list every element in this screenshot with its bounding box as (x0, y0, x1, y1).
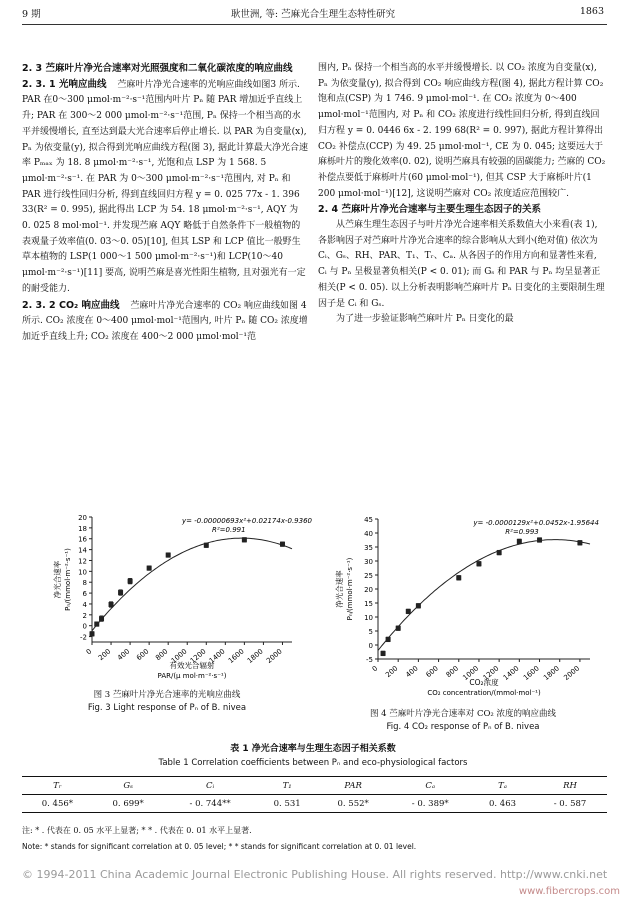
table-cell: 0. 552* (337, 798, 369, 809)
figure-4-caption-en: Fig. 4 CO₂ response of Pₙ of B. nivea (386, 722, 540, 732)
data-point (109, 602, 114, 607)
y-tick-label: -2 (80, 633, 87, 642)
table-cell: 0. 531 (273, 798, 301, 809)
y-axis-label-cn: 净光合速率 (335, 570, 344, 608)
figure-4 (318, 505, 608, 705)
header-rule (22, 24, 607, 25)
data-point (166, 553, 171, 558)
figure-3 (22, 505, 312, 685)
data-point (416, 603, 421, 608)
paragraph-co2-continued: 围内, Pₙ 保持一个相当高的水平并缓慢增长. 以 CO₂ 浓度为自变量(x), Pₙ 为依变量(y), 拟合得到 CO₂ 响应曲线方程(图 4), 据此方程计算 CO₂ 饱和点(CSP) 为 1 746. 9 μmol·mol⁻¹. 在 CO₂ 浓度为 0～400 μmol·mol⁻¹范围内, 对 Pₙ 和 CO₂ 浓度进行线性回归分析, 得到直线回归方程 y = 0. 0446 6x - 2. 199 68(R² = 0. 997), 据此方程计算得出 CO₂ 补偿点(CCP) 为 49. 25 μmol·mol⁻¹, CE 为 0. 045; 这要远大于麻栎叶片的羧化效率(0. 02), 说明苎麻具有较强的固碳能力; 苎麻的 CO₂ 补偿点要低于麻栎叶片(60 μmol·mol⁻¹), 但其 CSP 大于麻栎叶片(1 200 μmol·mol⁻¹)[12], 这说明苎麻对 CO₂ 浓度适应范围较广. (318, 63, 606, 199)
fit-equation: y= -0.00000693x²+0.02174x-0.93603, (182, 517, 312, 525)
table-cell: 0. 456* (41, 798, 74, 809)
table-note-en: Note: * stands for significant correlation at 0. 05 level; * * stands for significant correlation at 0. 01 level. (22, 842, 417, 851)
y-tick-label: 5 (368, 628, 373, 636)
data-point (537, 538, 542, 543)
x-tick-label: 0 (370, 664, 380, 674)
y-tick-label: 6 (82, 590, 87, 599)
y-tick-label: 8 (82, 579, 87, 588)
y-tick-label: 14 (78, 546, 87, 555)
y-axis-label-cn: 净光合速率 (53, 560, 62, 599)
data-point (99, 616, 104, 621)
data-point (476, 561, 481, 566)
x-tick-label: 1200 (188, 647, 208, 665)
y-tick-label: 15 (364, 600, 373, 608)
data-point (577, 540, 582, 545)
table-header-cell: Cᵢ (205, 780, 215, 791)
section-heading-2-4: 2. 4 苎麻叶片净光合速率与主要生理生态因子的关系 (318, 204, 541, 216)
page-number: 1863 (579, 6, 604, 17)
running-title: 耿世洲, 等: 苎麻光合生理生态特性研究 (230, 9, 396, 20)
data-point (204, 543, 209, 548)
y-tick-label: 30 (364, 558, 373, 566)
y-tick-label: 4 (82, 600, 87, 609)
figure-3-caption-cn: 图 3 苎麻叶片净光合速率的光响应曲线 (93, 690, 241, 700)
fit-curve (378, 540, 590, 651)
x-tick-label: 1000 (169, 647, 189, 665)
left-column (22, 61, 308, 346)
y-tick-label: 16 (78, 535, 87, 544)
table-header-cell: T₁ (282, 780, 292, 791)
y-tick-label: -5 (366, 656, 373, 664)
table-cell: - 0. 744** (189, 798, 231, 809)
data-point (406, 609, 411, 614)
x-axis-label-cn: 有效光合辐射 (169, 661, 215, 670)
x-tick-label: 1600 (226, 647, 246, 665)
right-column (318, 61, 606, 328)
x-tick-label: 200 (96, 647, 113, 663)
table-note-cn: 注: * . 代表在 0. 05 水平上显著; * * . 代表在 0. 01 水平上显著. (22, 826, 252, 835)
data-point (517, 539, 522, 544)
figure-4-caption-cn: 图 4 苎麻叶片净光合速率对 CO₂ 浓度的响应曲线 (369, 709, 557, 719)
copyright-footer: © 1994-2011 China Academic Journal Electronic Publishing House. All rights reserved. http://www.cnki.net (22, 868, 608, 881)
table-title-cn: 表 1 净光合速率与生理生态因子相关系数 (230, 744, 396, 754)
paragraph-correlation: 从苎麻生理生态因子与叶片净光合速率相关系数值大小来看(表 1), 各影响因子对苎麻叶片净光合速率的综合影响从大到小(绝对值) 依次为 Cᵢ、Gₛ、RH、PAR、T₁、Tᵣ、Cₐ. 从各因子的作用方向和显著性来看, Cᵢ 与 Pₙ 呈极显著负相关(P < 0. 01); 而 Gₛ 和 PAR 与 Pₙ 均呈显著正相关(P < 0. 05). 以上分析表明影响苎麻叶片 Pₙ 日变化的主要限制生理因子是 Cᵢ 和 Gₛ. (318, 220, 605, 309)
data-point (90, 631, 95, 636)
data-point (118, 590, 123, 595)
table-header-cell: Gₛ (123, 780, 133, 791)
y-tick-label: 45 (364, 516, 373, 524)
table-cell: - 0. 389* (411, 798, 449, 809)
data-point (386, 637, 391, 642)
fit-equation: y= -0.0000129x²+0.0452x-1.95644 (473, 519, 599, 527)
x-tick-label: 1800 (245, 647, 265, 665)
data-point (381, 651, 386, 656)
y-tick-label: 25 (364, 572, 373, 580)
x-tick-label: 1200 (481, 664, 501, 682)
figure-3-chart (22, 505, 312, 685)
figure-4-caption (318, 708, 608, 734)
y-tick-label: 12 (78, 557, 87, 566)
x-axis-label-en: CO₂ concentration/(mmol·mol⁻¹) (427, 689, 541, 697)
issue-number: 9 期 (22, 9, 41, 20)
x-tick-label: 1600 (522, 664, 541, 682)
y-tick-label: 40 (364, 530, 373, 538)
table-cell: 0. 699* (112, 798, 144, 809)
paragraph-light-response (22, 77, 308, 298)
y-tick-label: 0 (368, 642, 373, 650)
table-cell: 0. 463 (489, 798, 517, 809)
x-tick-label: 2000 (562, 664, 582, 682)
figure-4-chart (318, 505, 608, 705)
table-header-cell: Cₐ (425, 780, 436, 791)
x-tick-label: 400 (404, 664, 420, 680)
y-axis-label-en: Pₙ/(mmol·m⁻²·s⁻¹) (346, 557, 354, 621)
table-cell: - 0. 587 (553, 798, 587, 809)
x-axis-label-en: PAR/(μ mol·m⁻²·s⁻¹) (157, 672, 227, 680)
watermark: www.fibercrops.com (518, 886, 620, 897)
x-tick-label: 200 (384, 664, 400, 680)
x-axis-label-cn: CO₂浓度 (469, 678, 499, 687)
x-tick-label: 1400 (501, 664, 521, 682)
table-header-cell: Tᵣ (53, 780, 62, 791)
data-point (396, 626, 401, 631)
light-response-text: 苎麻叶片净光合速率的光响应曲线如图3 所示. PAR 在0～300 μmol·m⁻²·s⁻¹范围内叶片 Pₙ 随 PAR 增加近乎直线上升; PAR 在 300～2 000 μmol·m⁻²·s⁻¹范围, Pₙ 保持一个相当高的水平并缓慢增长, 直至达到最大光合速率后停止增长. 以 PAR 为自变量(x), Pₙ 为依变量(y), 拟合得到光响应曲线方程(图 3), 据此计算最大净光合速率 Pₘₐₓ 为 18. 8 μmol·m⁻²·s⁻¹, 光饱和点 LSP 为 1 568. 5 μmol·m⁻²·s⁻¹. 在 PAR 为 0～300 μmol·m⁻²·s⁻¹范围内, 对 Pₙ 和 PAR 进行线性回归分析, 得到直线回归方程 y = 0. 025 77x - 1. 396 33(R² = 0. 995), 据此得出 LCP 为 54. 18 μmol·m⁻²·s⁻¹, AQY 为 0. 025 8 mol·mol⁻¹. 并发现苎麻 AQY 略低于自然条件下一般植物的表观量子效率值(0. 03～0. 05)[10], 但其 LSP 和 LCP 值比一般野生草本植物的 LSP(1 000～1 500 μmol·m⁻²·s⁻¹)和 LCP(10～40 μmol·m⁻²·s⁻¹)[11] 要高, 说明苎麻是喜光性阳生植物, 且对强光有一定的耐受能力. (22, 79, 308, 294)
x-tick-label: 600 (135, 647, 151, 663)
co2-response-text: 苎麻叶片净光合速率的 CO₂ 响应曲线如图 4 所示. CO₂ 浓度在 0～400 μmol·mol⁻¹范围内, 叶片 Pₙ 随 CO₂ 浓度增加近乎直线上升; CO₂ 浓度在 400～2 000 μmol·mol⁻¹范 (22, 300, 308, 342)
x-tick-label: 1800 (542, 664, 561, 682)
subsection-heading-2-3-2: 2. 3. 2 CO₂ 响应曲线 (22, 299, 120, 311)
correlation-table (22, 776, 607, 813)
fit-r2: R²=0.993 (505, 528, 539, 536)
y-tick-label: 18 (78, 524, 87, 533)
figure-3-caption-en: Fig. 3 Light response of Pₙ of B. nivea (87, 703, 247, 713)
y-tick-label: 0 (82, 622, 87, 631)
x-tick-label: 1400 (207, 647, 227, 665)
x-tick-label: 1000 (461, 664, 481, 682)
table-row (22, 795, 607, 813)
y-tick-label: 2 (82, 611, 87, 620)
data-point (497, 550, 502, 555)
table-title-en: Table 1 Correlation coefficients between Pₙ and eco-physiological factors (158, 758, 468, 768)
y-tick-label: 10 (364, 614, 373, 622)
figure-3-caption (22, 689, 312, 715)
data-point (128, 579, 133, 584)
data-point (456, 575, 461, 580)
x-tick-label: 0 (84, 647, 94, 657)
x-tick-label: 400 (115, 647, 132, 663)
y-tick-label: 20 (78, 514, 87, 522)
fit-r2: R²=0.991 (212, 526, 246, 534)
fit-curve (92, 538, 292, 631)
y-tick-label: 10 (78, 568, 87, 577)
section-heading-2-3: 2. 3 苎麻叶片净光合速率对光照强度和二氧化碳浓度的响应曲线 (22, 63, 293, 74)
table-header-cell: Tₐ (498, 780, 507, 791)
x-tick-label: 2000 (264, 647, 284, 665)
subsection-heading-2-3-1: 2. 3. 1 光响应曲线 (22, 78, 107, 90)
paragraph-co2-response (22, 298, 308, 346)
data-point (94, 622, 99, 627)
data-point (242, 537, 247, 542)
table-header-cell: RH (563, 780, 577, 791)
y-tick-label: 20 (364, 586, 373, 594)
paragraph-further: 为了进一步验证影响苎麻叶片 Pₙ 日变化的最 (336, 314, 514, 325)
table-notes (22, 823, 607, 855)
x-tick-label: 800 (154, 647, 170, 663)
x-tick-label: 600 (424, 664, 440, 680)
table-header-row (22, 777, 607, 795)
y-axis-label-en: Pₙ/(mmol·m⁻²·s⁻¹) (64, 548, 72, 611)
data-point (147, 566, 152, 571)
table-header-cell: PAR (344, 780, 362, 791)
y-tick-label: 35 (364, 544, 373, 552)
x-tick-label: 800 (444, 664, 461, 680)
data-point (280, 542, 285, 547)
